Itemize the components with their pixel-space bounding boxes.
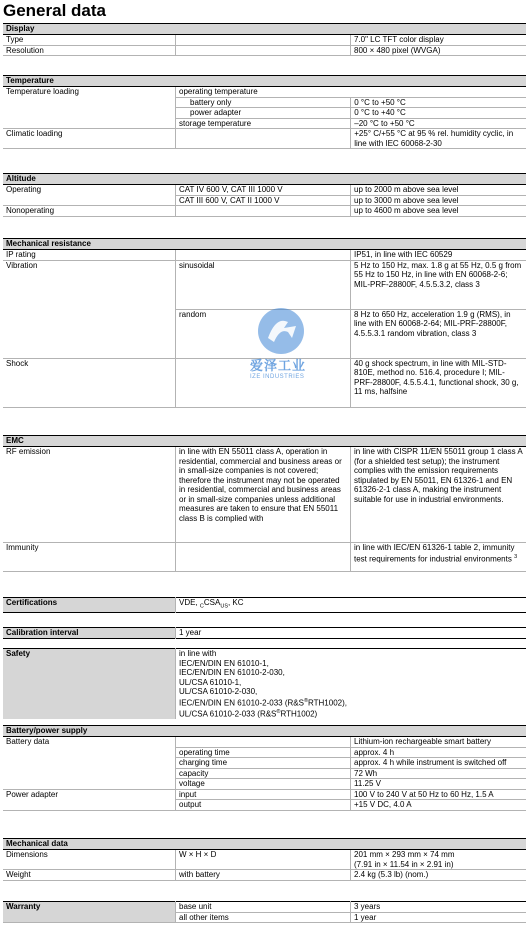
safety-section bbox=[3, 648, 526, 719]
temperature-section bbox=[3, 75, 526, 149]
row-value: up to 3000 m above sea level bbox=[351, 195, 527, 206]
row-value: 40 g shock spectrum, in line with MIL-STD-810E, method no. 516.4, procedure I; MIL-PRF-28800F, 4.5.5.4.1, functional shock, 30 g, 11 ms, halfsine bbox=[351, 358, 527, 407]
temperature-table bbox=[3, 87, 526, 149]
section-heading-safety: Safety bbox=[3, 649, 176, 719]
row-mid: operating time bbox=[176, 747, 351, 758]
row-label: Battery data bbox=[3, 737, 176, 789]
row-value: +25° C/+55 °C at 95 % rel. humidity cyclic, in line with IEC 60068-2-30 bbox=[351, 129, 526, 149]
row-mid bbox=[176, 129, 351, 149]
table-row bbox=[3, 250, 526, 260]
row-value: –20 °C to +50 °C bbox=[351, 118, 526, 129]
row-mid: random bbox=[176, 309, 351, 358]
cert-kc: , KC bbox=[227, 598, 244, 607]
safety-line: IEC/EN/DIN EN 61010-2-030, bbox=[179, 668, 285, 677]
row-mid: W × H × D bbox=[176, 850, 351, 870]
logo-icon bbox=[258, 308, 304, 354]
certifications-section bbox=[3, 597, 526, 613]
row-value: 1 year bbox=[351, 912, 527, 923]
row-label: Type bbox=[3, 35, 176, 45]
table-row bbox=[3, 649, 526, 719]
cert-us-sub: US bbox=[220, 603, 228, 610]
safety-line bbox=[179, 708, 523, 719]
row-value: 72 Wh bbox=[351, 768, 527, 779]
footnote-marker: 3 bbox=[514, 553, 518, 560]
calibration-table bbox=[3, 627, 526, 639]
row-value: 8 Hz to 650 Hz, acceleration 1.9 g (RMS), in line with EN 60068-2-64; MIL-PRF-28800F, 4.5.5.3.1 random vibration, class 3 bbox=[351, 309, 527, 358]
row-mid: charging time bbox=[176, 758, 351, 769]
table-row bbox=[3, 129, 526, 149]
row-mid: voltage bbox=[176, 779, 351, 790]
safety-line: IEC/EN/DIN EN 61010-1, bbox=[179, 658, 269, 668]
row-mid: operating temperature bbox=[176, 87, 527, 97]
safety-line-text: IEC/EN/DIN EN 61010-2-033 (R&S bbox=[179, 698, 304, 708]
row-value: 100 V to 240 V at 50 Hz to 60 Hz, 1.5 A bbox=[351, 789, 527, 800]
warranty-table bbox=[3, 901, 526, 923]
section-heading-certifications: Certifications bbox=[3, 598, 176, 613]
safety-line: UL/CSA 61010-2-030, bbox=[179, 687, 258, 696]
row-mid: storage temperature bbox=[176, 118, 351, 129]
row-value: 2.4 kg (5.3 lb) (nom.) bbox=[351, 870, 527, 881]
certifications-table bbox=[3, 597, 526, 613]
emc-table bbox=[3, 447, 526, 572]
row-value: 7.0" LC TFT color display bbox=[351, 35, 527, 45]
row-mid bbox=[176, 543, 351, 572]
table-row bbox=[3, 598, 526, 613]
row-mid: power adapter bbox=[176, 108, 351, 119]
table-row bbox=[3, 870, 526, 881]
battery-section bbox=[3, 725, 526, 811]
row-mid: output bbox=[176, 800, 351, 811]
row-value: 800 × 480 pixel (WVGA) bbox=[351, 45, 527, 56]
row-label: Vibration bbox=[3, 260, 176, 358]
battery-table bbox=[3, 737, 526, 811]
row-label: Nonoperating bbox=[3, 206, 176, 217]
section-heading-battery: Battery/power supply bbox=[3, 725, 526, 737]
row-label: RF emission bbox=[3, 447, 176, 543]
row-value: 0 °C to +50 °C bbox=[351, 97, 526, 108]
table-row bbox=[3, 185, 526, 195]
row-value: 1 year bbox=[179, 628, 202, 637]
row-value: IP51, in line with IEC 60529 bbox=[351, 250, 527, 260]
table-row bbox=[3, 543, 526, 572]
safety-line: in line with bbox=[179, 649, 217, 658]
row-value: up to 4600 m above sea level bbox=[351, 206, 527, 217]
row-value: approx. 4 h bbox=[351, 747, 527, 758]
watermark-logo bbox=[250, 308, 314, 403]
table-row bbox=[3, 902, 526, 913]
row-label: Immunity bbox=[3, 543, 176, 572]
row-mid: base unit bbox=[176, 902, 351, 913]
row-mid: CAT IV 600 V, CAT III 1000 V bbox=[176, 185, 351, 195]
emc-section bbox=[3, 435, 526, 572]
logo-english-text: IZE INDUSTRIES bbox=[250, 374, 305, 381]
row-value bbox=[176, 598, 527, 613]
cert-c-sub: C bbox=[199, 603, 204, 610]
safety-table bbox=[3, 648, 526, 719]
row-mid: in line with EN 55011 class A, operation in residential, commercial and business areas or in small-size companies is not covered; therefore the instrument may not be operated in residential, commercial and business areas or in small-size companies unless additional measures are taken to ensure that EN 55011 class B is complied with bbox=[176, 447, 351, 543]
section-heading-mechanical-resistance: Mechanical resistance bbox=[3, 238, 526, 250]
row-value bbox=[351, 543, 527, 572]
section-heading-warranty: Warranty bbox=[3, 902, 176, 923]
row-mid: battery only bbox=[176, 97, 351, 108]
table-row bbox=[3, 87, 526, 97]
warranty-section bbox=[3, 901, 526, 923]
row-label: Dimensions bbox=[3, 850, 176, 870]
row-label: Resolution bbox=[3, 45, 176, 56]
cert-csa: CSA bbox=[203, 598, 221, 607]
row-mid: capacity bbox=[176, 768, 351, 779]
row-mid: sinusoidal bbox=[176, 260, 351, 309]
page-title: General data bbox=[3, 1, 106, 20]
section-heading-altitude: Altitude bbox=[3, 173, 526, 185]
calibration-section bbox=[3, 627, 526, 639]
row-value: 3 years bbox=[351, 902, 527, 913]
table-row bbox=[3, 789, 526, 800]
dimensions-imperial: (7.91 in × 11.54 in × 2.91 in) bbox=[354, 859, 454, 869]
table-row bbox=[3, 35, 526, 45]
row-mid: all other items bbox=[176, 912, 351, 923]
section-heading-temperature: Temperature bbox=[3, 75, 526, 87]
section-heading-display: Display bbox=[3, 23, 526, 35]
row-value: Lithium-ion rechargeable smart battery bbox=[351, 737, 527, 747]
row-label: Weight bbox=[3, 870, 176, 881]
dimensions-metric: 201 mm × 293 mm × 74 mm bbox=[354, 850, 455, 859]
safety-standards bbox=[176, 649, 527, 719]
row-mid: with battery bbox=[176, 870, 351, 881]
row-mid bbox=[176, 206, 351, 217]
row-label: Temperature loading bbox=[3, 87, 176, 129]
row-mid bbox=[176, 250, 351, 260]
row-mid bbox=[176, 35, 351, 45]
mechanical-data-section bbox=[3, 838, 526, 881]
row-label: Power adapter bbox=[3, 789, 176, 810]
registered-mark: ® bbox=[276, 708, 281, 715]
display-table bbox=[3, 35, 526, 56]
cert-vde: VDE, bbox=[179, 598, 200, 607]
row-value: +15 V DC, 4.0 A bbox=[351, 800, 527, 811]
registered-mark: ® bbox=[303, 697, 308, 704]
row-label: IP rating bbox=[3, 250, 176, 260]
section-heading-calibration: Calibration interval bbox=[3, 628, 176, 639]
row-value bbox=[351, 850, 527, 870]
safety-line-text: RTH1002), bbox=[308, 698, 347, 708]
table-row bbox=[3, 260, 526, 309]
row-value: up to 2000 m above sea level bbox=[351, 185, 527, 195]
row-mid bbox=[176, 737, 351, 747]
row-label: Operating bbox=[3, 185, 176, 206]
altitude-section bbox=[3, 173, 526, 217]
table-row bbox=[3, 628, 526, 639]
row-value: in line with CISPR 11/EN 55011 group 1 class A (for a shielded test setup); the instrument complies with the emission requirements stipulated by EN 55011, EN 61326-1 and EN 61326-2-1 class A, making the instrument suitable for use in industrial environments. bbox=[351, 447, 527, 543]
row-label: Shock bbox=[3, 358, 176, 407]
section-heading-emc: EMC bbox=[3, 435, 526, 447]
display-section bbox=[3, 23, 526, 56]
table-row bbox=[3, 206, 526, 217]
row-value: 0 °C to +40 °C bbox=[351, 108, 526, 119]
table-row bbox=[3, 45, 526, 56]
row-mid bbox=[176, 45, 351, 56]
logo-swoosh-icon bbox=[258, 308, 304, 354]
row-mid: input bbox=[176, 789, 351, 800]
immunity-text: in line with IEC/EN 61326-1 table 2, immunity test requirements for industrial environments bbox=[354, 543, 515, 564]
mechanical-data-table bbox=[3, 850, 526, 881]
table-row bbox=[3, 737, 526, 747]
row-label: Climatic loading bbox=[3, 129, 176, 149]
logo-chinese-text: 爱泽工业 bbox=[250, 358, 307, 373]
table-row bbox=[3, 850, 526, 870]
safety-line-text: RTH1002) bbox=[280, 709, 318, 719]
logo-text bbox=[250, 358, 320, 382]
altitude-table bbox=[3, 185, 526, 217]
row-value: 11.25 V bbox=[351, 779, 527, 790]
safety-line-text: UL/CSA 61010-2-033 (R&S bbox=[179, 709, 277, 719]
table-row bbox=[3, 447, 526, 543]
section-heading-mechanical-data: Mechanical data bbox=[3, 838, 526, 850]
row-value: approx. 4 h while instrument is switched off bbox=[351, 758, 527, 769]
safety-line: UL/CSA 61010-1, bbox=[179, 677, 242, 687]
safety-line bbox=[179, 697, 523, 708]
row-mid: CAT III 600 V, CAT II 1000 V bbox=[176, 195, 351, 206]
row-value: 5 Hz to 150 Hz, max. 1.8 g at 55 Hz, 0.5 g from 55 Hz to 150 Hz, in line with EN 60068-2-6; MIL-PRF-28800F, 4.5.5.3.2, class 3 bbox=[351, 260, 527, 309]
